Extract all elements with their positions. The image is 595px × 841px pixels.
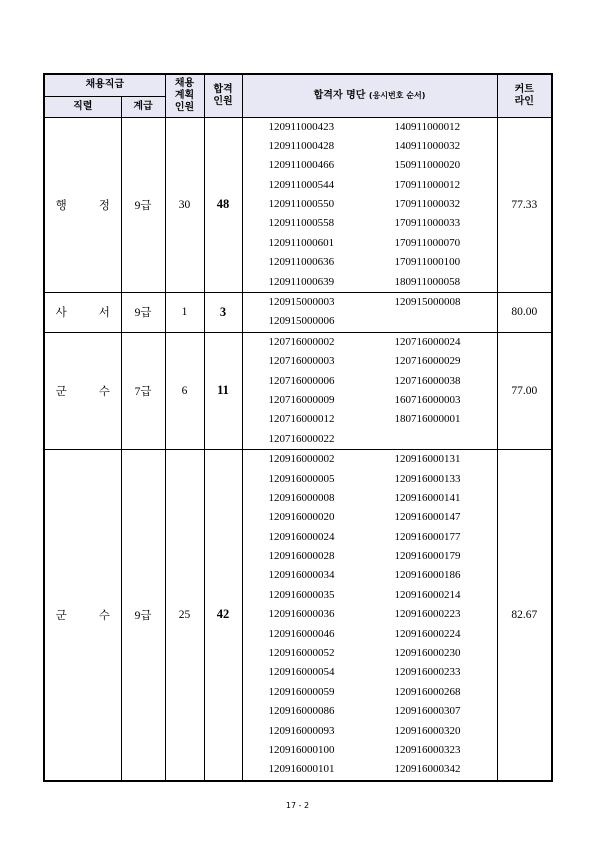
- candidate-id: 120916000046: [268, 627, 335, 640]
- candidate-id: 120716000009: [268, 393, 335, 406]
- series-cell: [44, 332, 121, 449]
- series-char: 사: [55, 307, 67, 320]
- passed-cell: 48: [204, 117, 242, 293]
- candidate-id: 120916000002: [268, 453, 335, 466]
- list-item: [243, 137, 497, 156]
- cutoff-cell: 77.33: [497, 117, 552, 293]
- candidate-id: 120911000636: [268, 256, 335, 269]
- candidate-id: 120916000214: [394, 588, 461, 601]
- candidate-id: 120916000020: [268, 511, 335, 524]
- series-char: 수: [98, 385, 110, 398]
- candidate-id: 120916000141: [394, 491, 461, 504]
- list-item: [243, 253, 497, 272]
- table-row: [44, 332, 552, 449]
- candidate-id: 120916000024: [268, 530, 335, 543]
- candidate-id: 120916000101: [268, 763, 335, 776]
- list-item: [243, 391, 497, 410]
- candidate-id: 150911000020: [394, 159, 461, 172]
- list-item: [243, 410, 497, 429]
- grade-cell: 9급: [121, 293, 165, 333]
- candidate-id: 120916000131: [394, 453, 461, 466]
- candidate-list: [242, 293, 497, 333]
- candidate-id: 120716000029: [394, 355, 461, 368]
- list-item: [243, 430, 497, 449]
- candidate-id: 180911000058: [394, 275, 461, 288]
- list-item: [243, 547, 497, 566]
- candidate-id: 120916000059: [268, 685, 335, 698]
- candidate-id: 120916000028: [268, 550, 335, 563]
- planned-cell: 6: [165, 332, 204, 449]
- candidate-id: 120716000012: [268, 413, 335, 426]
- candidate-id: 120716000003: [268, 355, 335, 368]
- series-char: 행: [55, 199, 67, 212]
- list-item: [243, 214, 497, 233]
- candidate-id: 120916000230: [394, 647, 461, 660]
- list-item: [243, 508, 497, 527]
- candidate-id: 120916000133: [394, 472, 461, 485]
- header-list-note: (응시번호 순서): [368, 90, 426, 100]
- grade-cell: 9급: [121, 117, 165, 293]
- candidate-id: 120915000008: [394, 296, 461, 309]
- list-item: [243, 156, 497, 175]
- candidate-id: 120916000224: [394, 627, 461, 640]
- candidate-id: 120911000544: [268, 178, 335, 191]
- candidate-id: 120916000005: [268, 472, 335, 485]
- candidate-id: 170911000070: [394, 236, 461, 249]
- list-item: [243, 273, 497, 292]
- grade-cell: 7급: [121, 332, 165, 449]
- series-cell: [44, 117, 121, 293]
- table-row: [44, 117, 552, 293]
- candidate-id: 120916000342: [394, 763, 461, 776]
- candidate-id: 140911000032: [394, 139, 461, 152]
- candidate-id: 120911000428: [268, 139, 335, 152]
- list-item: [243, 195, 497, 214]
- passed-cell: 42: [204, 450, 242, 781]
- candidate-id: 120916000223: [394, 608, 461, 621]
- passed-cell: 11: [204, 332, 242, 449]
- grade-cell: 9급: [121, 450, 165, 781]
- list-item: [243, 566, 497, 585]
- candidate-id: 120911000558: [268, 217, 335, 230]
- candidate-list: [242, 450, 497, 781]
- cutoff-cell: 82.67: [497, 450, 552, 781]
- candidate-id: 120911000639: [268, 275, 335, 288]
- candidate-id: 120716000024: [394, 335, 461, 348]
- candidate-id: 120915000006: [268, 315, 335, 328]
- series-cell: [44, 293, 121, 333]
- list-item: [243, 605, 497, 624]
- candidate-id: 180716000001: [394, 413, 461, 426]
- header-cutoff: 커트 라인: [497, 74, 552, 117]
- planned-cell: 30: [165, 117, 204, 293]
- list-item: [243, 293, 497, 312]
- candidate-id: 120916000008: [268, 491, 335, 504]
- candidate-id: 120916000052: [268, 647, 335, 660]
- candidate-id: 120911000550: [268, 198, 335, 211]
- candidate-id: 170911000033: [394, 217, 461, 230]
- list-item: [243, 528, 497, 547]
- page-number: 17 - 2: [285, 801, 310, 810]
- list-item: [243, 234, 497, 253]
- candidate-id: 120716000002: [268, 335, 335, 348]
- list-item: [243, 333, 497, 352]
- candidate-id: 120915000003: [268, 296, 335, 309]
- header-group: 채용직급: [44, 74, 165, 96]
- series-char: 군: [55, 609, 67, 622]
- list-item: [243, 644, 497, 663]
- list-item: [243, 625, 497, 644]
- candidate-id: 120916000268: [394, 685, 461, 698]
- list-item: [243, 176, 497, 195]
- candidate-id: 120916000036: [268, 608, 335, 621]
- cutoff-cell: 80.00: [497, 293, 552, 333]
- series-char: 서: [98, 307, 110, 320]
- list-item: [243, 741, 497, 760]
- candidate-id: 120716000006: [268, 374, 335, 387]
- cutoff-cell: 77.00: [497, 332, 552, 449]
- series-char: 군: [55, 385, 67, 398]
- series-char: 정: [98, 199, 110, 212]
- candidate-id: 170911000032: [394, 198, 461, 211]
- list-item: [243, 586, 497, 605]
- candidate-id: 120916000186: [394, 569, 461, 582]
- header-grade: 계급: [121, 96, 165, 117]
- candidate-id: 120916000086: [268, 705, 335, 718]
- list-item: [243, 489, 497, 508]
- candidate-id: 120916000307: [394, 705, 461, 718]
- list-item: [243, 118, 497, 137]
- list-item: [243, 663, 497, 682]
- candidate-list: [242, 332, 497, 449]
- pass-list-table: [43, 73, 553, 782]
- series-char: 수: [98, 609, 110, 622]
- candidate-id: 120911000601: [268, 236, 335, 249]
- candidate-id: 120716000038: [394, 374, 461, 387]
- candidate-list: [242, 117, 497, 293]
- list-item: [243, 312, 497, 331]
- table-row: [44, 293, 552, 333]
- table-row: [44, 450, 552, 781]
- candidate-id: 120916000320: [394, 724, 461, 737]
- list-item: [243, 352, 497, 371]
- header-series: 직렬: [44, 96, 121, 117]
- candidate-id: 160716000003: [394, 393, 461, 406]
- list-item: [243, 760, 497, 779]
- candidate-id: 170911000100: [394, 256, 461, 269]
- list-item: [243, 372, 497, 391]
- list-item: [243, 702, 497, 721]
- list-item: [243, 722, 497, 741]
- candidate-id: 120716000022: [268, 432, 335, 445]
- list-item: [243, 450, 497, 469]
- candidate-id: 140911000012: [394, 120, 461, 133]
- candidate-id: 120916000179: [394, 550, 461, 563]
- candidate-id: 170911000012: [394, 178, 461, 191]
- candidate-id: 120916000035: [268, 588, 335, 601]
- candidate-id: 120916000034: [268, 569, 335, 582]
- list-item: [243, 470, 497, 489]
- passed-cell: 3: [204, 293, 242, 333]
- candidate-id: 120911000423: [268, 120, 335, 133]
- planned-cell: 1: [165, 293, 204, 333]
- list-item: [243, 683, 497, 702]
- header-list: 합격자 명단 (응시번호 순서): [242, 74, 497, 117]
- candidate-id: 120916000054: [268, 666, 335, 679]
- planned-cell: 25: [165, 450, 204, 781]
- candidate-id: 120911000466: [268, 159, 335, 172]
- header-passed: 합격 인원: [204, 74, 242, 117]
- candidate-id: 120916000323: [394, 744, 461, 756]
- candidate-id: 120916000177: [394, 530, 461, 543]
- header-planned: 채용 계획 인원: [165, 74, 204, 117]
- candidate-id: 120916000093: [268, 724, 335, 737]
- candidate-id: 120916000100: [268, 744, 335, 756]
- candidate-id: 120916000233: [394, 666, 461, 679]
- series-cell: [44, 450, 121, 781]
- candidate-id: 120916000147: [394, 511, 461, 524]
